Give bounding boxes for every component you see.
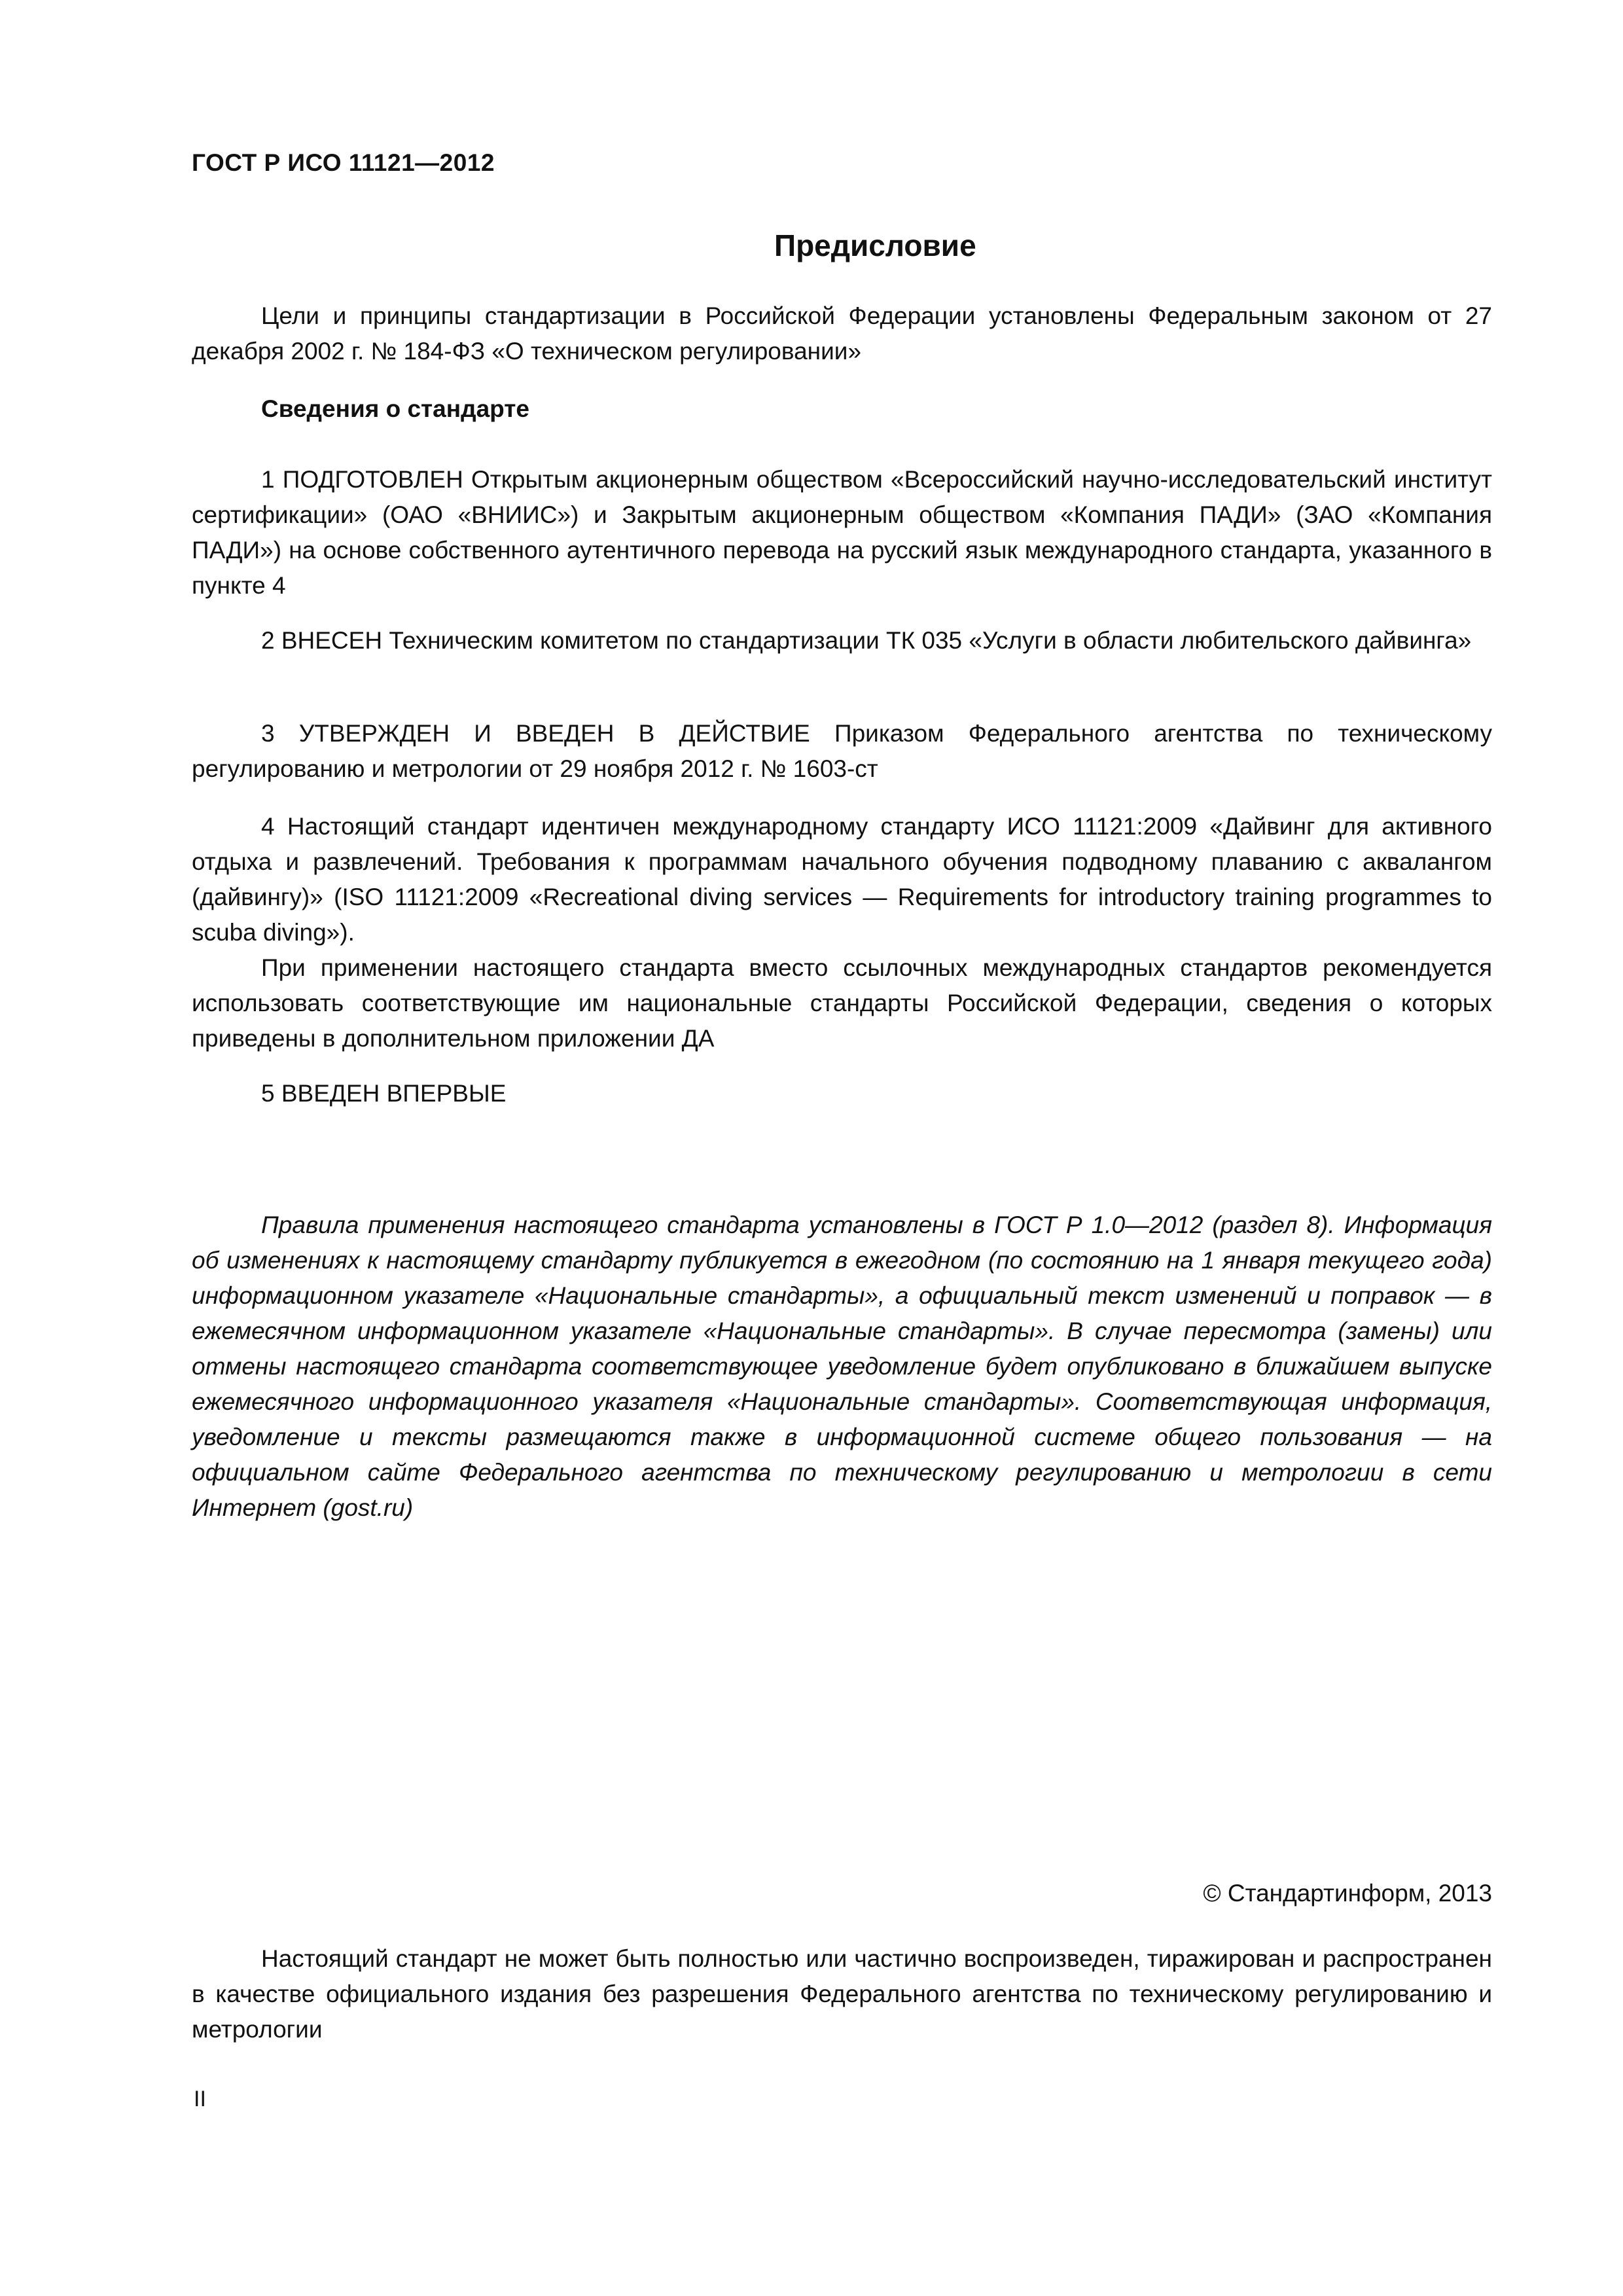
references-paragraph: При применении настоящего стандарта вместо ссылочных международных стандартов рекомендуется использовать соответствующие им национальные стандарты Российской Федерации, сведения о которых приведены в дополнительном приложении ДА bbox=[192, 954, 1492, 1052]
intro-paragraph: Цели и принципы стандартизации в Российской Федерации установлены Федеральным законом от 27 декабря 2002 г. № 184-ФЗ «О техническом регулировании» bbox=[192, 302, 1492, 365]
standard-code-header: ГОСТ Р ИСО 11121—2012 bbox=[192, 149, 495, 176]
copyright-line: © Стандартинформ, 2013 bbox=[1203, 1880, 1492, 1907]
item-3-paragraph: 3 УТВЕРЖДЕН И ВВЕДЕН В ДЕЙСТВИЕ Приказом Федерального агентства по техническому регулированию и метрологии от 29 ноября 2012 г. № 1603-ст bbox=[192, 720, 1492, 782]
item-5-paragraph: 5 ВВЕДЕН ВПЕРВЫЕ bbox=[261, 1080, 507, 1107]
reproduction-notice-paragraph: Настоящий стандарт не может быть полностью или частично воспроизведен, тиражирован и распространен в качестве официального издания без разрешения Федерального агентства по техническому регулированию и метрологии bbox=[192, 1945, 1492, 2043]
item-2-paragraph: 2 ВНЕСЕН Техническим комитетом по стандартизации ТК 035 «Услуги в области любительского дайвинга» bbox=[261, 627, 1472, 654]
info-heading: Сведения о стандарте bbox=[261, 395, 529, 422]
rules-note-paragraph: Правила применения настоящего стандарта установлены в ГОСТ Р 1.0—2012 (раздел 8). Информация об изменениях к настоящему стандарту публикуется в ежегодном (по состоянию на 1 января текущего года) информационном указателе «Национальные стандарты», а официальный текст изменений и поправок — в ежемесячном информационном указателе «Национальные стандарты». В случае пересмотра (замены) или отмены настоящего стандарта соответствующее уведомление будет опубликовано в ближайшем выпуске ежемесячного информационного указателя «Национальные стандарты». Соответствующая информация, уведомление и тексты размещаются также в информационной системе общего пользования — на официальном сайте Федерального агентства по техническому регулированию и метрологии в сети Интернет (gost.ru) bbox=[192, 1211, 1492, 1521]
page-title: Предисловие bbox=[774, 228, 976, 262]
page-number: II bbox=[194, 2087, 206, 2111]
item-1-paragraph: 1 ПОДГОТОВЛЕН Открытым акционерным обществом «Всероссийский научно-исследовательский институт сертификации» (ОАО «ВНИИС») и Закрытым акционерным обществом «Компания ПАДИ» (ЗАО «Компания ПАДИ») на основе собственного аутентичного перевода на русский язык международного стандарта, указанного в пункте 4 bbox=[192, 466, 1492, 599]
item-4-paragraph: 4 Настоящий стандарт идентичен международному стандарту ИСО 11121:2009 «Дайвинг для активного отдыха и развлечений. Требования к программам начального обучения подводному плаванию с аквалангом (дайвингу)» (ISO 11121:2009 «Recreational diving services — Requirements for introductory training programmes to scuba diving»). bbox=[192, 813, 1492, 946]
